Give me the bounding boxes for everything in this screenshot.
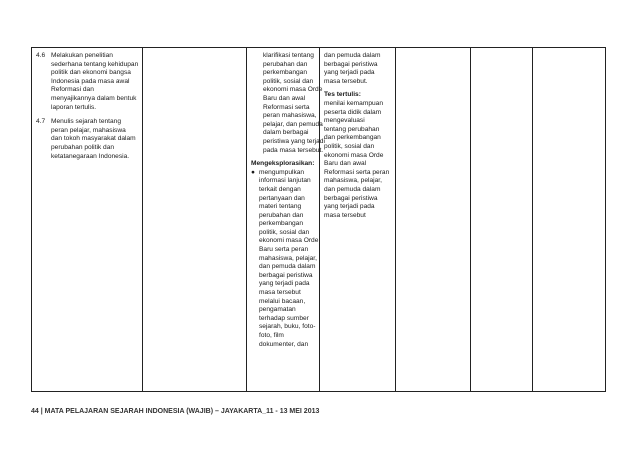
text-line: Reformasi serta peran	[324, 168, 390, 176]
text-line: perkembangan	[263, 69, 307, 77]
text-line: Indonesia pada masa awal	[51, 77, 130, 85]
text-line: politik dan ekonomi bangsa	[51, 69, 131, 77]
text-line: klarifikasi tentang	[263, 52, 314, 59]
text-line: mengumpulkan	[259, 168, 305, 176]
text-line: perubahan dan	[259, 211, 304, 219]
text-line: laporan tertulis.	[51, 103, 97, 111]
text-line: pelajar, dan pemuda	[263, 120, 323, 128]
text-line: ketatanegaraan Indonesia.	[51, 152, 130, 160]
text-line: terhadap sumber	[259, 314, 309, 322]
text-line: peserta didik dalam	[324, 108, 382, 116]
learning-activity-cell	[247, 48, 325, 392]
text-line: dan tokoh masyarakat dalam	[51, 135, 136, 143]
text-line: menyajikannya dalam bentuk	[51, 94, 137, 102]
text-line: pengamatan	[259, 306, 296, 314]
text-line: Reformasi dan	[51, 86, 94, 94]
text-line: mahasiswa, pelajar,	[259, 254, 317, 262]
assessment-heading: Tes tertulis:	[324, 91, 361, 99]
text-line: menilai kemampuan	[324, 99, 384, 107]
text-line: dan pemuda dalam	[324, 52, 381, 59]
competency-item	[36, 118, 139, 161]
text-line: peran mahasiswa,	[263, 112, 317, 120]
text-line: sejarah, buku, foto-	[259, 323, 316, 331]
assessment	[320, 48, 395, 220]
text-line: peristiwa yang terjadi	[263, 137, 325, 145]
competency-item	[36, 52, 139, 112]
text-line: dan pemuda dalam	[324, 185, 381, 193]
activity-intro-text	[251, 52, 325, 155]
text-line: Baru dan awal	[263, 94, 306, 102]
text-line: masa tersebut.	[324, 77, 368, 85]
text-line: masa tersebut	[259, 289, 301, 297]
text-line: Reformasi serta	[263, 103, 310, 111]
competency-number: 4.7	[36, 118, 46, 126]
text-line: berbagai peristiwa	[324, 60, 378, 68]
bullet-icon: ●	[251, 168, 255, 176]
syllabus-table	[31, 47, 606, 392]
text-line: dan perkembangan	[324, 134, 381, 142]
competency-cell	[32, 48, 143, 392]
assessment-cell	[320, 48, 396, 392]
text-line: politik, sosial dan	[259, 228, 310, 236]
activity-bullet-item	[251, 168, 319, 349]
empty-cell-7	[533, 48, 606, 392]
empty-cell-6	[471, 48, 533, 392]
empty-cell-2	[143, 48, 247, 392]
text-line: berbagai peristiwa	[324, 194, 378, 202]
text-line: politik, sosial dan	[263, 77, 314, 85]
empty-cell-5	[396, 48, 471, 392]
competency-text	[51, 118, 139, 161]
competency-text	[51, 52, 139, 112]
text-line: mengevaluasi	[324, 117, 365, 125]
text-line: ekonomi masa Orde	[324, 151, 384, 159]
text-line: yang terjadi pada	[324, 69, 375, 77]
text-line: berbagai peristiwa	[259, 271, 313, 279]
text-line: perubahan dan	[263, 60, 308, 68]
activity-bullet-text	[259, 169, 318, 349]
text-line: Baru serta peran	[259, 246, 309, 254]
text-line: dokumenter, dan	[259, 340, 309, 348]
text-line: ekonomi masa Orde	[263, 86, 323, 94]
text-line: informasi lanjutan	[259, 177, 311, 185]
text-line: pertanyaan dan	[259, 194, 305, 202]
text-line: peran pelajar, mahasiswa	[51, 126, 126, 134]
text-line: sederhana tentang kehidupan	[51, 60, 139, 68]
text-line: Menulis sejarah tentang	[51, 118, 122, 126]
text-line: dalam berbagai	[263, 129, 309, 137]
assessment-intro-text	[324, 52, 392, 86]
text-line: Melakukan penelitian	[51, 52, 113, 59]
text-line: mahasiswa, pelajar,	[324, 177, 382, 185]
assessment-text	[324, 100, 392, 220]
competency-number: 4.6	[36, 52, 46, 59]
competency-list	[32, 48, 142, 161]
text-line: pada masa tersebut.	[263, 146, 324, 154]
text-line: foto, film	[259, 332, 284, 339]
page-footer: 44 | MATA PELAJARAN SEJARAH INDONESIA (WAJIB) – JAYAKARTA_11 - 13 MEI 2013	[31, 408, 320, 415]
text-line: perubahan politik dan	[51, 143, 115, 151]
text-line: terkait dengan	[259, 185, 301, 193]
activity-heading: Mengeksplorasikan:	[251, 160, 315, 168]
text-line: tentang perubahan	[324, 125, 380, 133]
text-line: politik, sosial dan	[324, 142, 375, 150]
text-line: yang terjadi pada	[259, 280, 310, 288]
text-line: yang terjadi pada	[324, 203, 375, 211]
text-line: materi tentang	[259, 203, 302, 211]
text-line: melalui bacaan,	[259, 297, 306, 305]
text-line: ekonomi masa Orde	[259, 237, 319, 245]
text-line: dan pemuda dalam	[259, 263, 316, 271]
text-line: Baru dan awal	[324, 160, 367, 168]
learning-activity	[247, 48, 325, 349]
text-line: perkembangan	[259, 220, 303, 228]
text-line: masa tersebut	[324, 211, 366, 219]
